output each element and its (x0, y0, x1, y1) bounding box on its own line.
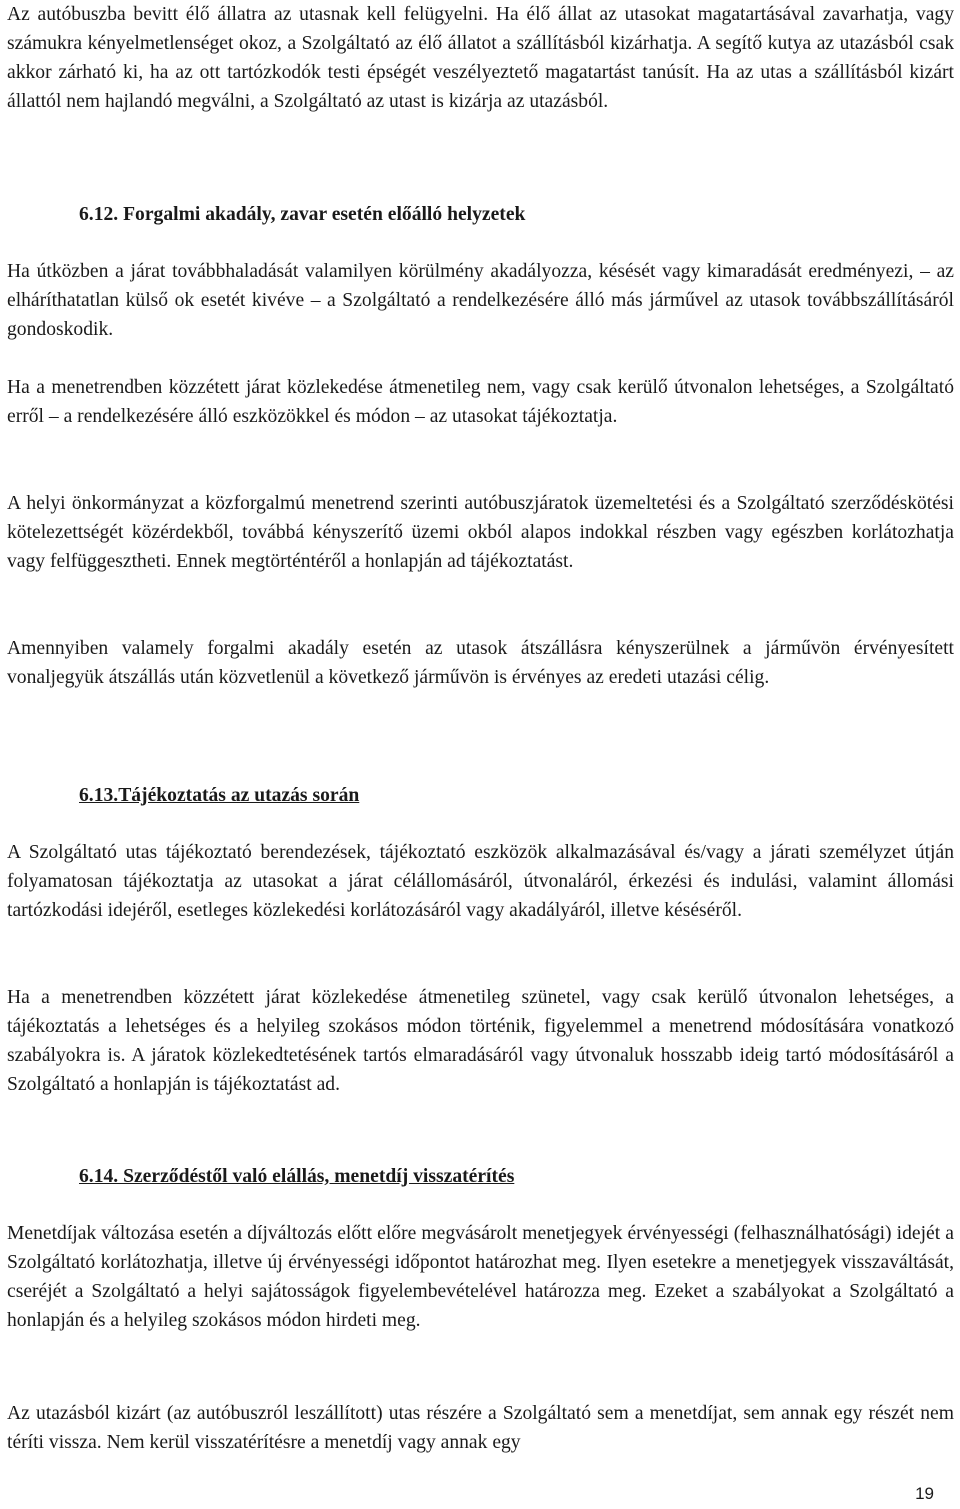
section-heading-6-14: 6.14. Szerződéstől való elállás, menetdíj visszatérítés (79, 1166, 515, 1187)
paragraph-6-12-2: Ha a menetrendben közzétett járat közlekedése átmenetileg nem, vagy csak kerülő útvonalon lehetséges, a Szolgáltató erről – a rendelkezésére álló eszközökkel és módon – az utasokat tájékoztatja. (7, 377, 954, 427)
paragraph-6-13-2: Ha a menetrendben közzétett járat közlekedése átmenetileg szünetel, vagy csak kerülő útvonalon lehetséges, a tájékoztatás a lehetséges és a helyileg szokásos módon történik, figyelemmel a menetrend módosítására vonatkozó szabályokra is. A járatok közlekedtetésének tartós elmaradásáról vagy útvonaluk hosszabb ideig tartó módosításáról a Szolgáltató a honlapján is tájékoztatást ad. (7, 987, 954, 1095)
paragraph-6-12-4: Amennyiben valamely forgalmi akadály esetén az utasok átszállásra kényszerülnek a járművön érvényesített vonaljegyük átszállás után közvetlenül a következő járművön is érvényes az eredeti utazási célig. (7, 638, 954, 688)
paragraph-animals: Az autóbuszba bevitt élő állatra az utasnak kell felügyelni. Ha élő állat az utasokat magatartásával zavarhatja, vagy számukra kényelmetlenséget okoz, a Szolgáltató az élő állatot a szállításból kizárhatja. A segítő kutya az utazásból csak akkor zárható ki, ha az ott tartózkodók testi épségét veszélyeztető magatartást tanúsít. Ha az utas a szállításból kizárt állattól nem hajlandó megválni, a Szolgáltató az utast is kizárja az utazásból. (7, 4, 954, 112)
paragraph-6-14-2: Az utazásból kizárt (az autóbuszról leszállított) utas részére a Szolgáltató sem a menetdíjat, sem annak egy részét nem téríti vissza. Nem kerül visszatérítésre a menetdíj vagy annak egy (7, 1403, 954, 1453)
paragraph-6-14-1: Menetdíjak változása esetén a díjváltozás előtt előre megvásárolt menetjegyek érvényességi (felhasználhatósági) idejét a Szolgáltató korlátozhatja, illetve új érvényességi időpontot határozhat meg. Ilyen esetekre a menetjegyek visszaváltását, cseréjét a Szolgáltató a helyi sajátosságok figyelembevételével határozza meg. Ezeket a szabályokat a Szolgáltató a honlapján és a helyileg szokásos módon hirdeti meg. (7, 1223, 954, 1331)
section-heading-6-12: 6.12. Forgalmi akadály, zavar esetén előálló helyzetek (79, 204, 526, 225)
paragraph-6-12-3: A helyi önkormányzat a közforgalmú menetrend szerinti autóbuszjáratok üzemeltetési és a Szolgáltató szerződéskötési kötelezettségét közérdekből, továbbá kényszerítő üzemi okból alapos indokkal részben vagy egészben korlátozhatja vagy felfüggesztheti. Ennek megtörténtéről a honlapján ad tájékoztatást. (7, 493, 954, 572)
section-heading-6-13: 6.13.Tájékoztatás az utazás során (79, 785, 360, 806)
paragraph-6-12-1: Ha útközben a járat továbbhaladását valamilyen körülmény akadályozza, késését vagy kimaradását eredményezi, – az elháríthatatlan külső ok esetét kivéve – a Szolgáltató a rendelkezésére álló más járművel az utasok továbbszállításáról gondoskodik. (7, 261, 954, 340)
paragraph-6-13-1: A Szolgáltató utas tájékoztató berendezések, tájékoztató eszközök alkalmazásával és/vagy a járati személyzet útján folyamatosan tájékoztatja az utasokat a járat célállomásáról, útvonaláról, érkezési és indulási, valamint állomási tartózkodási idejéről, esetleges közlekedési korlátozásáról vagy akadályáról, illetve késéséről. (7, 842, 954, 921)
page-number: 19 (915, 1484, 934, 1503)
